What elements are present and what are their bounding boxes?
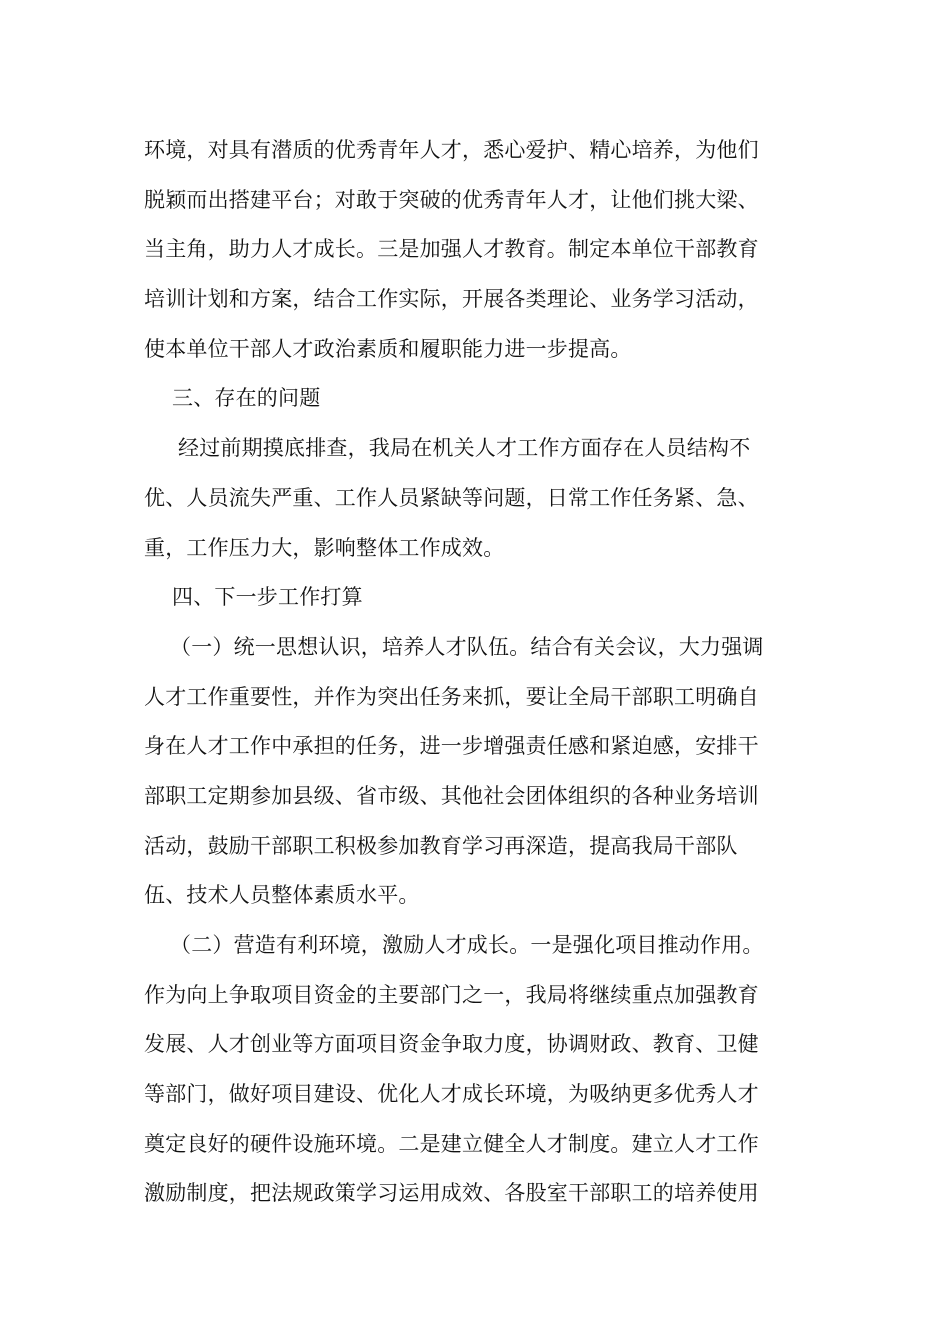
text-line: 激励制度，把法规政策学习运用成效、各股室干部职工的培养使用: [144, 1181, 759, 1206]
text-line: 人才工作重要性，并作为突出任务来抓，要让全局干部职工明确自: [144, 684, 759, 709]
section-heading-next-steps: 四、下一步工作打算: [172, 585, 363, 610]
text-line: 部职工定期参加县级、省市级、其他社会团体组织的各种业务培训: [144, 783, 759, 808]
subsection-heading-2: （二）营造有利环境，激励人才成长。一是强化项目推动作用。: [170, 933, 764, 957]
text-line: 使本单位干部人才政治素质和履职能力进一步提高。: [144, 336, 632, 361]
text-line: 身在人才工作中承担的任务，进一步增强责任感和紧迫感，安排干: [144, 734, 759, 759]
text-line: 培训计划和方案，结合工作实际，开展各类理论、业务学习活动，: [144, 287, 759, 312]
text-line: 重，工作压力大，影响整体工作成效。: [144, 535, 505, 560]
text-line: 发展、人才创业等方面项目资金争取力度，协调财政、教育、卫健: [144, 1032, 759, 1057]
text-line: 作为向上争取项目资金的主要部门之一，我局将继续重点加强教育: [144, 982, 759, 1007]
text-line: 脱颖而出搭建平台；对敢于突破的优秀青年人才，让他们挑大梁、: [144, 187, 759, 212]
text-line: 等部门，做好项目建设、优化人才成长环境，为吸纳更多优秀人才: [144, 1082, 759, 1107]
text-line: 当主角，助力人才成长。三是加强人才教育。制定本单位干部教育: [144, 237, 759, 262]
text-line: 伍、技术人员整体素质水平。: [144, 883, 420, 908]
text-line: 奠定良好的硬件设施环境。二是建立健全人才制度。建立人才工作: [144, 1131, 759, 1156]
text-line: 环境，对具有潜质的优秀青年人才，悉心爱护、精心培养，为他们: [144, 138, 759, 162]
text-line: 优、人员流失严重、工作人员紧缺等问题，日常工作任务紧、急、: [144, 485, 759, 510]
section-heading-problems: 三、存在的问题: [172, 386, 321, 411]
text-line: 活动，鼓励干部职工积极参加教育学习再深造，提高我局干部队: [144, 833, 738, 858]
subsection-heading-1: （一）统一思想认识，培养人才队伍。结合有关会议，大力强调: [170, 634, 764, 659]
document-body: [144, 126, 806, 1219]
paragraph-first-line: 经过前期摸底排查，我局在机关人才工作方面存在人员结构不: [178, 436, 751, 461]
